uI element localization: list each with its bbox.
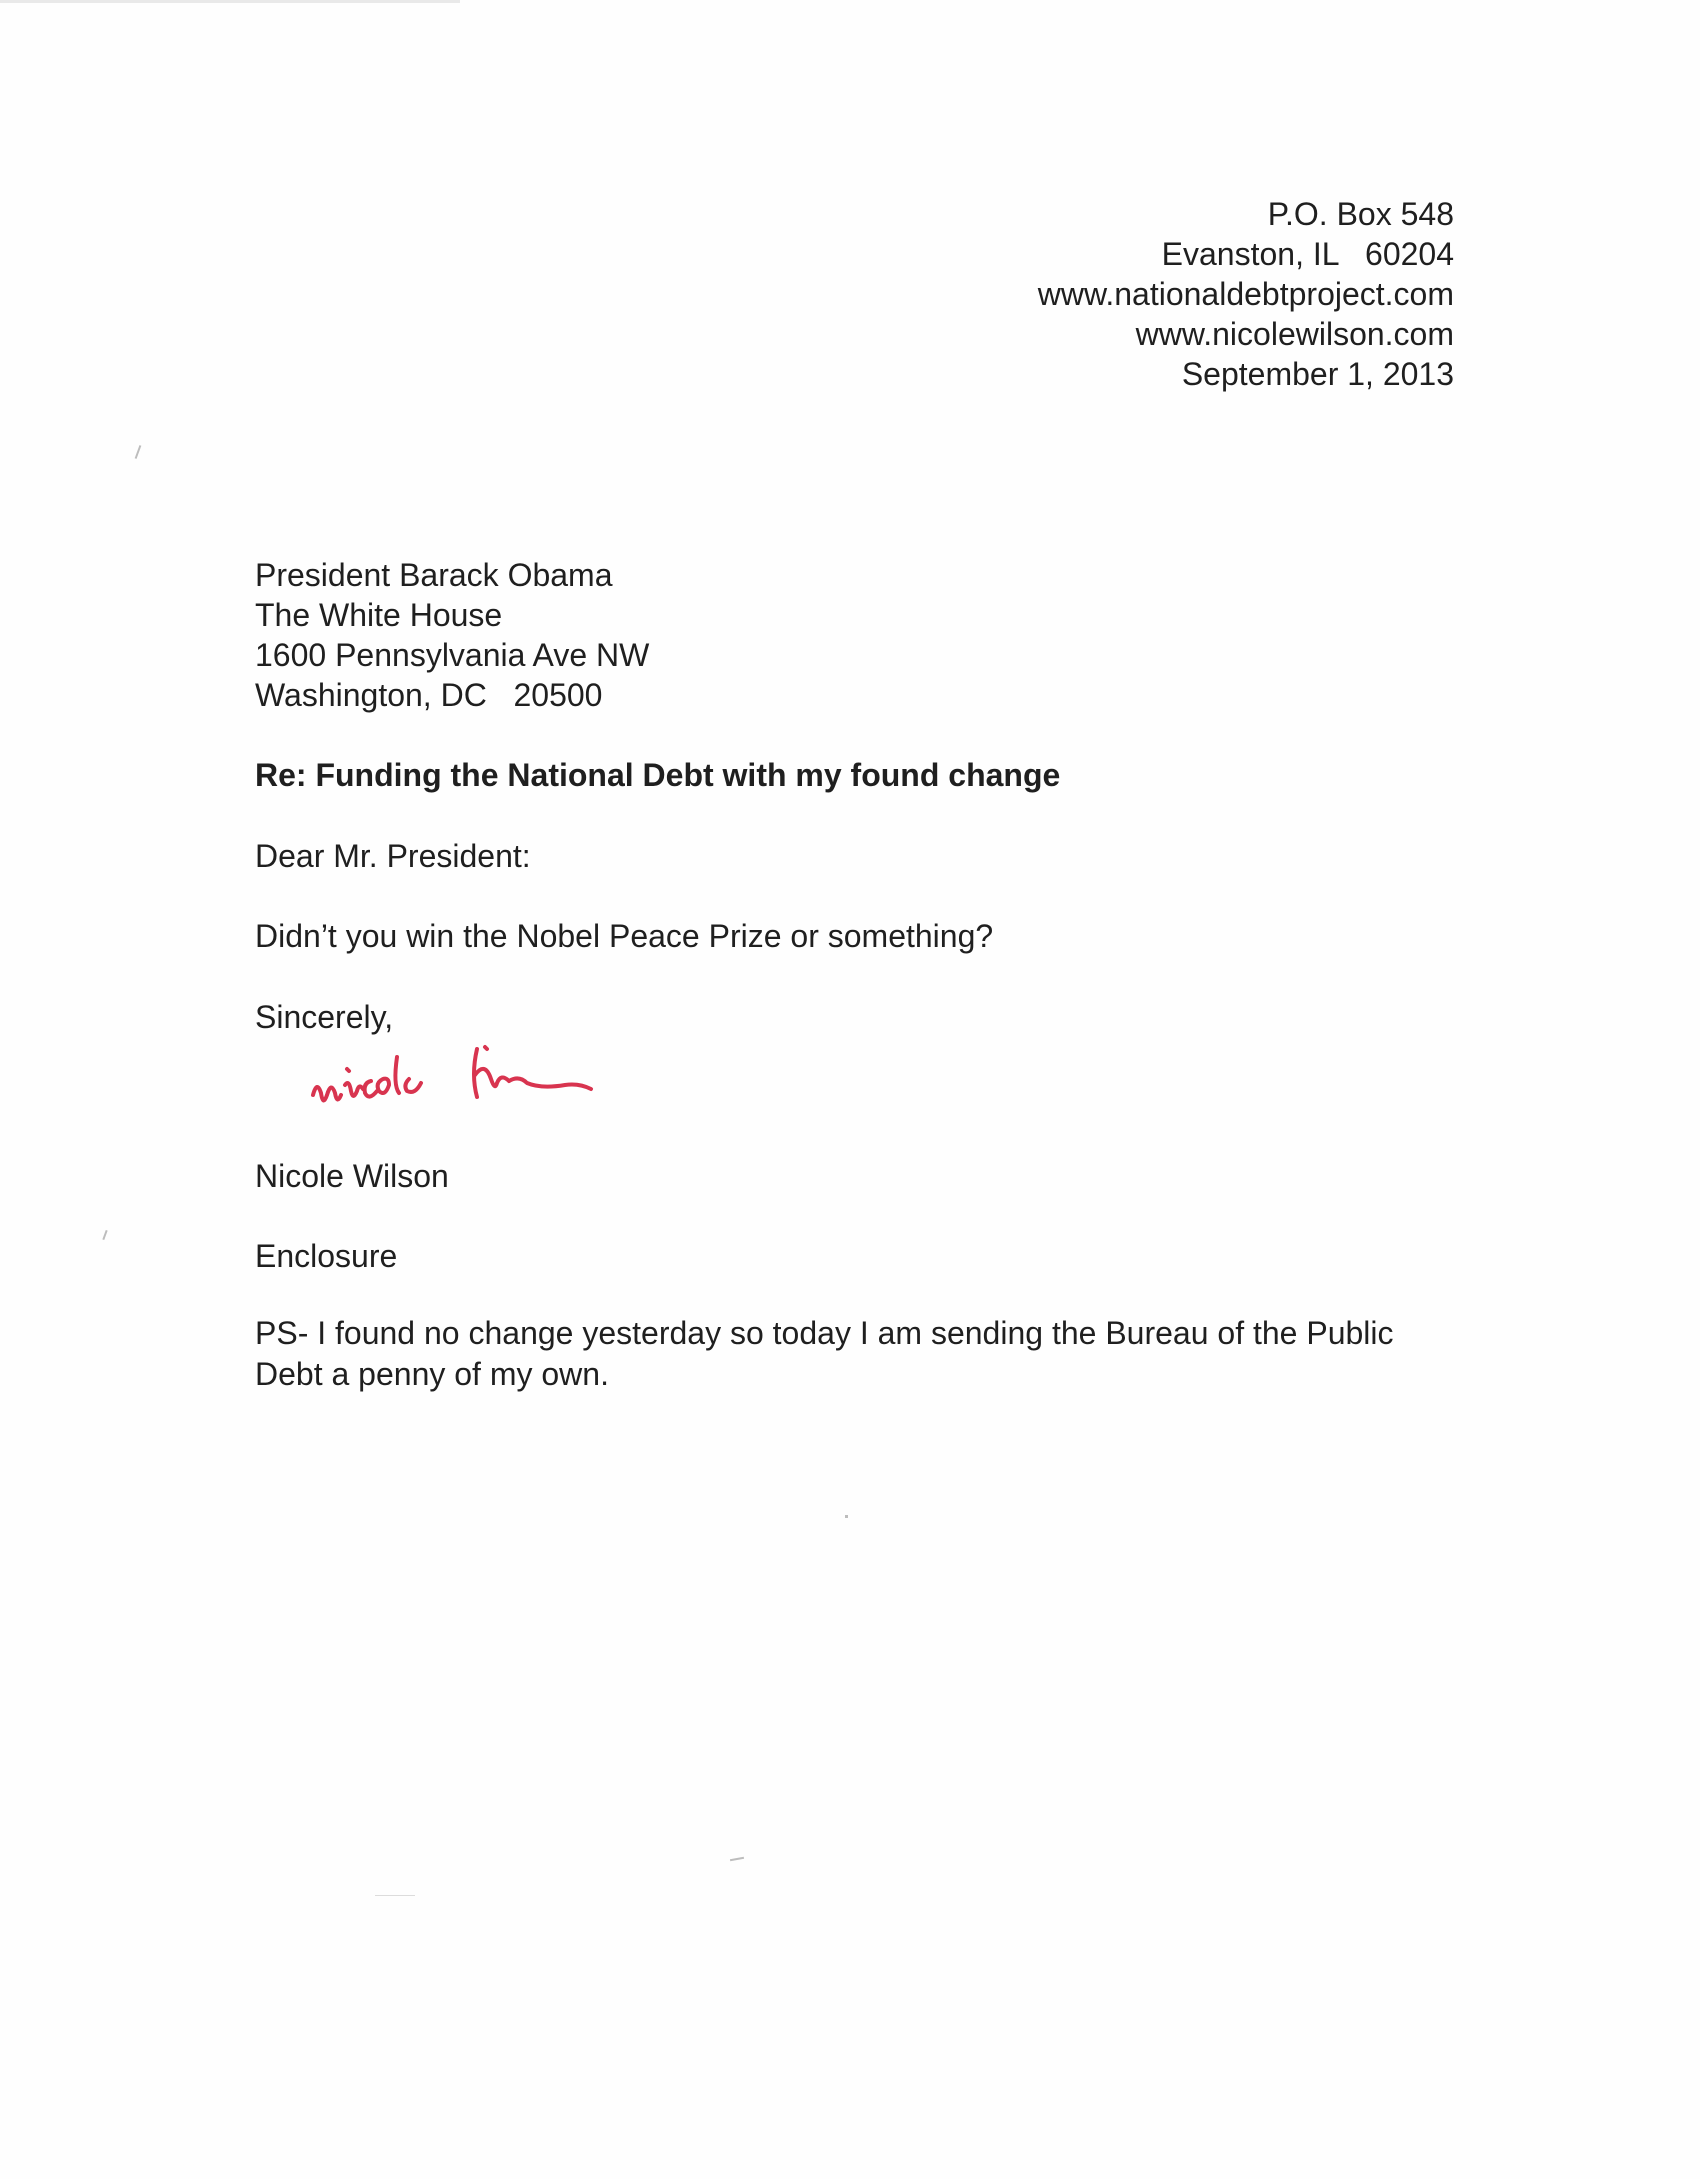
recipient-name: President Barack Obama xyxy=(255,557,613,593)
signer-name: Nicole Wilson xyxy=(255,1158,449,1194)
scan-speck xyxy=(730,1857,744,1861)
sender-city-state-zip: Evanston, IL 60204 xyxy=(1161,236,1454,272)
recipient-city-state-zip: Washington, DC 20500 xyxy=(255,677,603,713)
subject-line: Re: Funding the National Debt with my found change xyxy=(255,757,1061,793)
scan-speck xyxy=(102,1230,107,1240)
sender-po-box: P.O. Box 548 xyxy=(1267,196,1454,232)
salutation: Dear Mr. President: xyxy=(255,838,531,874)
scan-edge xyxy=(0,0,460,3)
letter-date: September 1, 2013 xyxy=(1181,356,1454,392)
sender-website-2: www.nicolewilson.com xyxy=(1135,316,1454,352)
closing: Sincerely, xyxy=(255,999,394,1035)
sender-website-1: www.nationaldebtproject.com xyxy=(1037,276,1454,312)
postscript: PS- I found no change yesterday so today I am sending the Bureau of the Public Debt a penny of my own. xyxy=(255,1315,1394,1392)
recipient-street: 1600 Pennsylvania Ave NW xyxy=(255,637,650,673)
handwritten-signature xyxy=(305,1035,705,1135)
letter-body: Didn’t you win the Nobel Peace Prize or something? xyxy=(255,918,994,954)
scan-speck xyxy=(375,1895,415,1896)
recipient-address-block xyxy=(255,555,649,715)
sender-address-block xyxy=(1038,194,1454,394)
scan-speck xyxy=(135,445,142,459)
scan-speck xyxy=(845,1515,848,1518)
enclosure-note: Enclosure xyxy=(255,1238,398,1274)
recipient-organization: The White House xyxy=(255,597,503,633)
